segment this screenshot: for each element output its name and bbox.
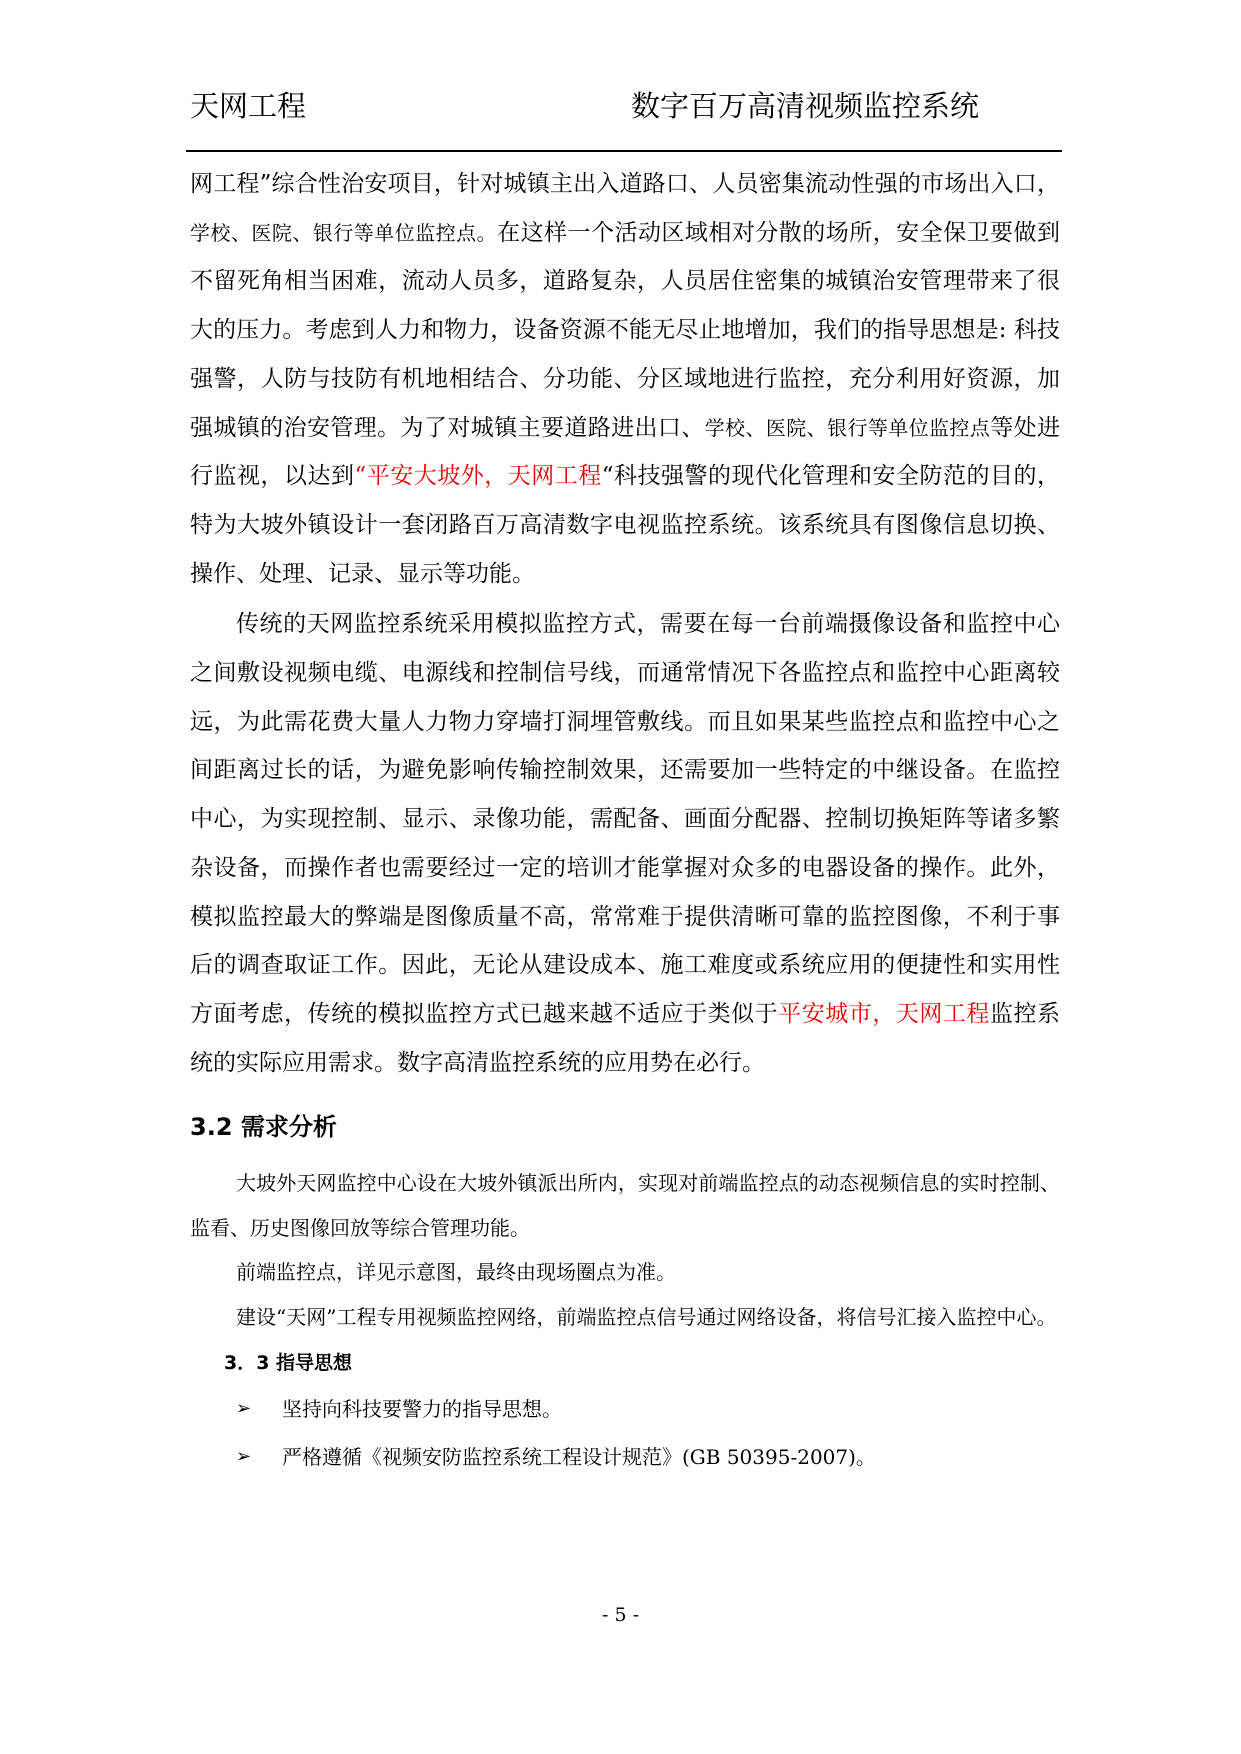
guideline-list: [190, 1385, 1060, 1481]
paragraph-requirement-3: 建设“天网”工程专用视频监控网络，前端监控点信号通过网络设备，将信号汇接入监控中心。: [236, 1304, 1057, 1329]
page-number: - 5 -: [601, 1604, 639, 1626]
arrow-bullet-icon: ➢: [236, 1398, 252, 1420]
list-item-text: 严格遵循《视频安防监控系统工程设计规范》(GB 50395-2007)。: [282, 1445, 876, 1470]
paragraph-requirement-1: 大坡外天网监控中心设在大坡外镇派出所内，实现对前端监控点的动态视频信息的实时控制、监看、历史图像回放等综合管理功能。: [190, 1171, 1060, 1240]
text-run: “科技强警的现代化管理和安全防范的目的，特为大坡外镇设计一套闭路百万高清数字电视监控系统。该系统具有图像信息切换、操作、处理、记录、显示等功能。: [190, 463, 1060, 587]
paragraph-requirement-2: 前端监控点，详见示意图，最终由现场圈点为准。: [236, 1260, 676, 1285]
header-divider: [186, 150, 1062, 152]
section-heading-3-3: 3．3 指导思想: [224, 1352, 353, 1375]
text-run: 等处进行监视，以达到: [190, 414, 1061, 490]
list-item-text: 坚持向科技要警力的指导思想。: [282, 1397, 562, 1422]
list-item: [190, 1433, 1060, 1481]
text-run: 在这样一个活动区域相对分散的场所，安全保卫要做到不留死角相当困难，流动人员多，道路复杂，人员居住密集的城镇治安管理带来了很大的压力。考虑到人力和物力，设备资源不能无尽止地增加，我们的指导思想是: 科技强警，人防与技防有机地相结合、分功能、分区域地进行监控，充分利用好资源，加强城镇的治安管理。为了对城镇主要道路进出口、: [190, 219, 1061, 441]
header-right-title: 数字百万高清视频监控系统: [631, 89, 980, 123]
text-run-small: 学校、医院、银行等单位监控点。: [190, 220, 498, 245]
document-body: [190, 160, 1060, 1481]
highlight-text: “平安大坡外，天网工程: [354, 463, 602, 490]
paragraph-intro: [190, 160, 1060, 598]
highlight-text: 平安城市，天网工程: [778, 1000, 990, 1027]
header-left-title: 天网工程: [190, 89, 307, 123]
paragraph-traditional-system: [190, 600, 1060, 1087]
arrow-bullet-icon: ➢: [236, 1446, 252, 1468]
text-run: 网工程”综合性治安项目，针对城镇主出入道路口、人员密集流动性强的市场出入口，: [190, 171, 1060, 197]
section-heading-3-2: 3.2 需求分析: [190, 1113, 337, 1142]
list-item: [190, 1385, 1060, 1433]
text-run: 监控系统的实际应用需求。数字高清监控系统的应用势在必行。: [190, 1000, 1061, 1076]
text-run-small: 学校、医院、银行等单位监控点: [704, 415, 991, 440]
text-run: 传统的天网监控系统采用模拟监控方式，需要在每一台前端摄像设备和监控中心之间敷设视频电缆、电源线和控制信号线，而通常情况下各监控点和监控中心距离较远，为此需花费大量人力物力穿墙打洞埋管敷线。而且如果某些监控点和监控中心之间距离过长的话，为避免影响传输控制效果，还需要加一些特定的中继设备。在监控中心，为实现控制、显示、录像功能，需配备、画面分配器、控制切换矩阵等诸多繁杂设备，而操作者也需要经过一定的培训才能掌握对众多的电器设备的操作。此外，模拟监控最大的弊端是图像质量不高，常常难于提供清晰可靠的监控图像，不利于事后的调查取证工作。因此，无论从建设成本、施工难度或系统应用的便捷性和实用性方面考虑，传统的模拟监控方式已越来越不适应于类似于: [190, 611, 1060, 1027]
